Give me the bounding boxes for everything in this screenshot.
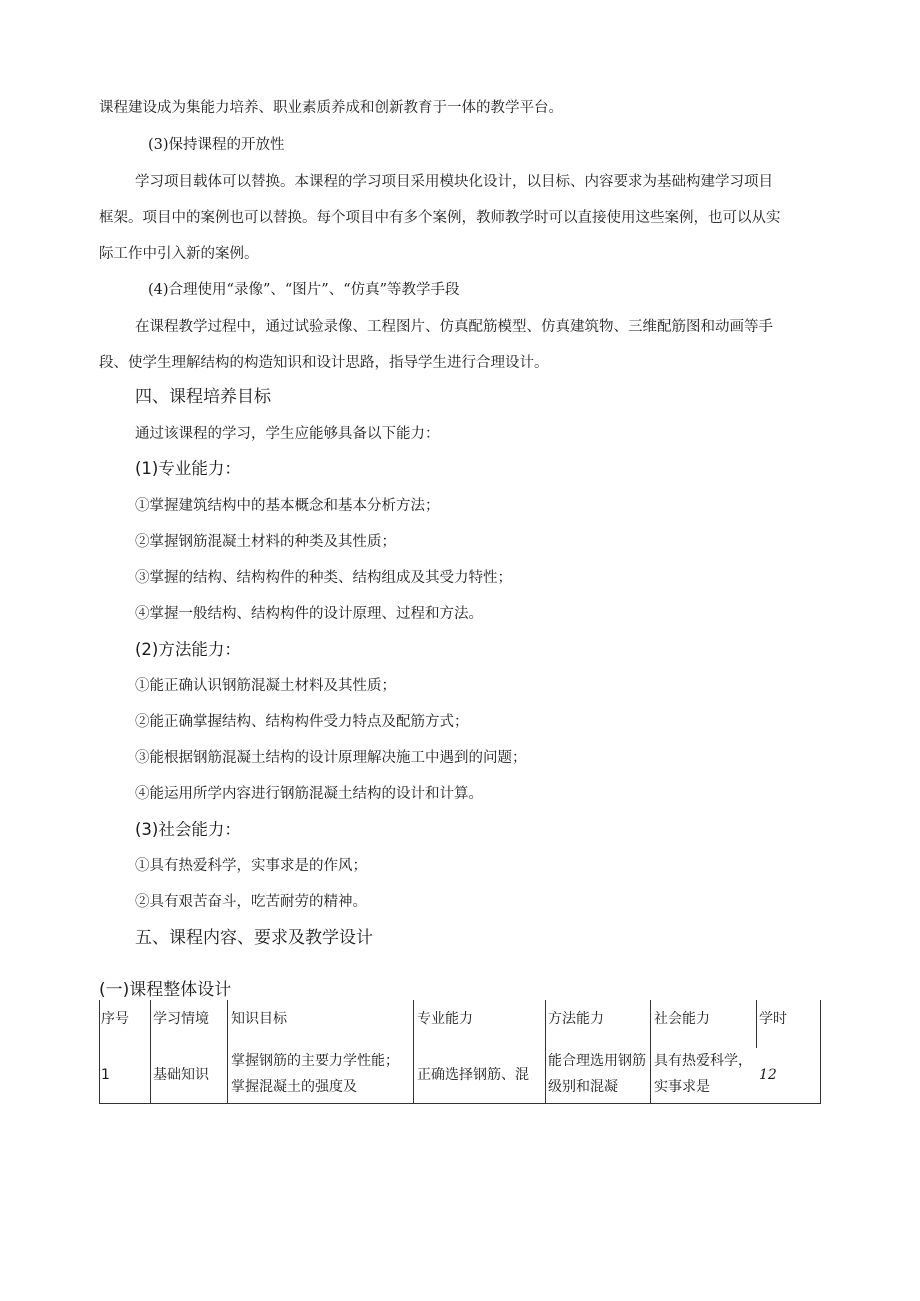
paragraph-text: 段、使学生理解结构的构造知识和设计思路，指导学生进行合理设计。 — [99, 355, 549, 371]
subsection-heading: (3)社会能力： — [135, 820, 241, 839]
table-cell-method: 能合理选用钢筋级别和混凝 — [548, 1053, 646, 1095]
list-item: ②掌握钢筋混凝土材料的种类及其性质； — [135, 534, 396, 550]
header-cell: 社会能力 — [654, 1011, 710, 1027]
paragraph-text: 通过该课程的学习，学生应能够具备以下能力： — [135, 426, 440, 442]
table-cell-social: 具有热爱科学，实事求是 — [654, 1053, 752, 1095]
table-title: (一)课程整体设计 — [99, 980, 232, 1000]
table-cell-professional: 正确选择钢筋、混 — [417, 1067, 529, 1083]
list-item: ④掌握一般结构、结构构件的设计原理、过程和方法。 — [135, 606, 483, 622]
paragraph-text: 课程建设成为集能力培养、职业素质养成和创新教育于一体的教学平台。 — [99, 100, 563, 116]
list-item: ③能根据钢筋混凝土结构的设计原理解决施工中遇到的问题； — [135, 750, 527, 766]
list-item: ③掌握的结构、结构构件的种类、结构组成及其受力特性； — [135, 570, 512, 586]
paragraph-text: 际工作中引入新的案例。 — [99, 246, 259, 262]
paragraph-text: 学习项目载体可以替换。本课程的学习项目采用模块化设计，以目标、内容要求为基础构建学习项目 — [135, 174, 773, 190]
paragraph-text: 框架。项目中的案例也可以替换。每个项目中有多个案例，教师教学时可以直接使用这些案例，也可以从实 — [99, 210, 781, 226]
table-cell-knowledge: 掌握钢筋的主要力学性能；掌握混凝土的强度及 — [231, 1053, 399, 1095]
column-divider — [150, 1000, 151, 1104]
subsection-heading: (1)专业能力： — [135, 459, 241, 478]
header-cell: 知识目标 — [231, 1011, 287, 1027]
header-cell: 专业能力 — [417, 1011, 473, 1027]
header-cell: 序号 — [101, 1011, 129, 1027]
table-left-border — [99, 1000, 100, 1104]
header-cell: 学时 — [759, 1011, 787, 1027]
list-item: ②具有艰苦奋斗，吃苦耐劳的精神。 — [135, 894, 367, 910]
subsection-heading: (3)保持课程的开放性 — [148, 137, 285, 153]
course-design-table — [99, 1000, 821, 1104]
table-bottom-border — [99, 1103, 821, 1104]
column-divider — [227, 1000, 228, 1104]
column-divider — [545, 1000, 546, 1104]
table-cell-no: 1 — [101, 1067, 110, 1083]
list-item: ④能运用所学内容进行钢筋混凝土结构的设计和计算。 — [135, 786, 483, 802]
header-cell: 方法能力 — [548, 1011, 604, 1027]
list-item: ②能正确掌握结构、结构构件受力特点及配筋方式； — [135, 714, 469, 730]
table-right-border — [820, 1000, 821, 1104]
table-cell-hours: 12 — [759, 1067, 777, 1083]
column-divider — [756, 1000, 757, 1048]
subsection-heading: (4)合理使用“录像”、“图片”、“仿真”等教学手段 — [148, 282, 460, 298]
list-item: ①能正确认识钢筋混凝土材料及其性质； — [135, 678, 396, 694]
header-cell: 学习情境 — [153, 1011, 209, 1027]
table-cell-scene: 基础知识 — [153, 1067, 209, 1083]
list-item: ①掌握建筑结构中的基本概念和基本分析方法； — [135, 498, 440, 514]
section-heading: 五、课程内容、要求及教学设计 — [135, 928, 373, 948]
section-heading: 四、课程培养目标 — [135, 387, 271, 407]
paragraph-text: 在课程教学过程中，通过试验录像、工程图片、仿真配筋模型、仿真建筑物、三维配筋图和动画等手 — [135, 319, 773, 335]
column-divider — [650, 1000, 651, 1104]
list-item: ①具有热爱科学，实事求是的作风； — [135, 858, 367, 874]
column-divider — [413, 1000, 414, 1104]
subsection-heading: (2)方法能力： — [135, 640, 241, 659]
